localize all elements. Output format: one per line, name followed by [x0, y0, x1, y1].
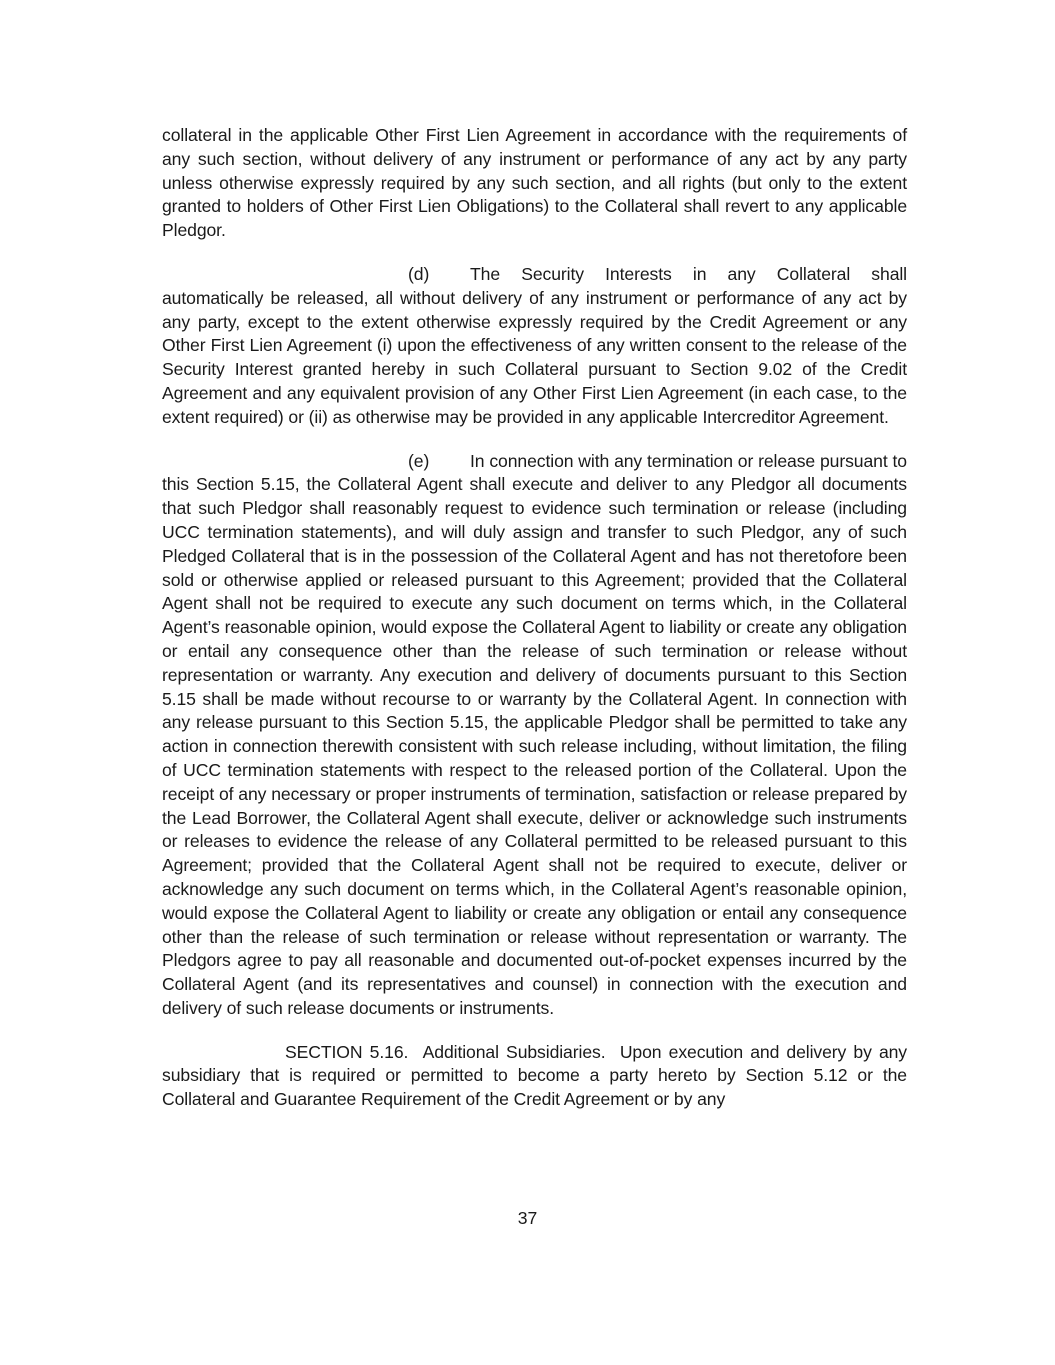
document-body — [162, 124, 907, 1132]
paragraph-d — [162, 263, 907, 430]
continuation-paragraph: collateral in the applicable Other First Lien Agreement in accordance with the requirements of any such section, without delivery of any instrument or performance of any act by any party unless otherwise expressly required by any such section, and all rights (but only to the extent granted to holders of Other First Lien Obligations) to the Collateral shall revert to any applicable Pledgor. — [162, 125, 907, 241]
section-5-16-text: Upon execution and delivery by any subsidiary that is required or permitted to become a party hereto by Section 5.12 or the Collateral and Guarantee Requirement of the Credit Agreement or by any — [162, 1041, 908, 1110]
paragraph-d-text: The Security Interests in any Collateral shall automatically be released, all without delivery of any instrument or performance of any act by any party, except to the extent otherwise expressly required by the Credit Agreement or any Other First Lien Agreement (i) upon the effectiveness of any written consent to the release of the Security Interest granted hereby in such Collateral pursuant to Section 9.02 of the Credit Agreement and any equivalent provision of any Other First Lien Agreement (in each case, to the extent required) or (ii) as otherwise may be provided in any applicable Intercreditor Agreement. — [162, 263, 907, 427]
paragraph-e-text: In connection with any termination or release pursuant to this Section 5.15, the Collateral Agent shall execute and deliver to any Pledgor all documents that such Pledgor shall reasonably request to evidence such termination or release (including UCC termination statements), and will duly assign and transfer to such Pledgor, any of such Pledged Collateral that is in the possession of the Collateral Agent and has not theretofore been sold or otherwise applied or released pursuant to this Agreement; provided that the Collateral Agent shall not be required to execute any such document on terms which, in the Collateral Agent’s reasonable opinion, would expose the Collateral Agent to liability or create any obligation or entail any consequence other than the release of such termination or release without representation or warranty. Any execution and delivery of documents pursuant to this Section 5.15 shall be made without recourse to or warranty by the Collateral Agent. In connection with any release pursuant to this Section 5.15, the applicable Pledgor shall be permitted to take any action in connection therewith consistent with such release including, without limitation, the filing of UCC termination statements with respect to the released portion of the Collateral. Upon the receipt of any necessary or proper instruments of termination, satisfaction or release prepared by the Lead Borrower, the Collateral Agent shall execute, deliver or acknowledge such instruments or releases to evidence the release of any Collateral permitted to be released pursuant to this Agreement; provided that the Collateral Agent shall not be required to execute, deliver or acknowledge any such document on terms which, in the Collateral Agent’s reasonable opinion, would expose the Collateral Agent to liability or create any obligation or entail any consequence other than the release of such termination or release without representation or warranty. The Pledgors agree to pay all reasonable and documented out-of-pocket expenses incurred by the Collateral Agent (and its representatives and counsel) in connection with the execution and delivery of such release documents or instruments. — [162, 450, 907, 1018]
page-number: 37 — [517, 1208, 538, 1228]
paragraph-e-label: (e) — [408, 450, 430, 471]
section-5-16-heading: SECTION 5.16. — [285, 1041, 409, 1062]
section-5-16 — [162, 1041, 907, 1112]
section-5-16-title: Additional Subsidiaries. — [422, 1041, 606, 1062]
paragraph-e — [162, 450, 907, 1021]
paragraph-d-label: (d) — [408, 263, 430, 284]
